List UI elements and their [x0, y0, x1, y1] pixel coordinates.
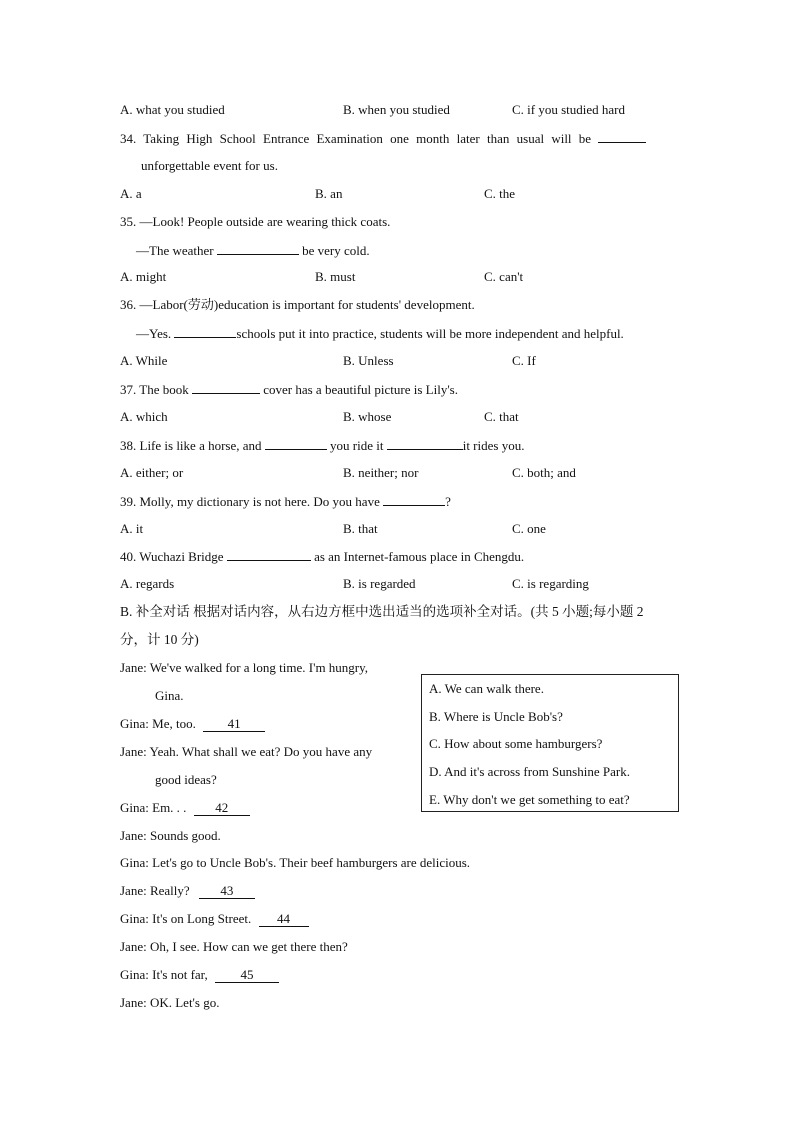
q33-option-c: C. if you studied hard: [512, 102, 626, 117]
answer-blank-43: 43: [199, 884, 255, 899]
q36-option-b: B. Unless: [343, 353, 394, 368]
answer-blank-44: 44: [259, 912, 309, 927]
q39-option-b: B. that: [343, 521, 378, 536]
dialogue-line-7-text: Jane: Really?: [120, 883, 190, 898]
q36-option-a: A. While: [120, 353, 168, 368]
q36-reply: [136, 324, 624, 343]
q35-reply-before: —The weather: [136, 243, 214, 258]
q40-stem-before: 40. Wuchazi Bridge: [120, 549, 224, 564]
q40-option-b: B. is regarded: [343, 576, 416, 591]
q38-stem: [120, 436, 524, 455]
dialogue-line-1-continued: Gina.: [155, 688, 184, 703]
q35-option-c: C. can't: [484, 269, 524, 284]
q37-stem: [120, 380, 458, 399]
q40-option-c: C. is regarding: [512, 576, 589, 591]
q40-blank: [227, 547, 311, 561]
q37-option-b: B. whose: [343, 409, 392, 424]
q38-stem-c: it rides you.: [462, 438, 525, 453]
q39-stem-after: ?: [445, 494, 451, 509]
q34-blank: [598, 129, 646, 143]
dialogue-line-10: [120, 966, 279, 984]
section-b-heading: B. 补全对话 根据对话内容，从右边方框中选出适当的选项补全对话。(共 5 小题;每小题 2: [120, 604, 644, 619]
dialogue-line-5: Jane: Sounds good.: [120, 828, 221, 843]
q37-blank: [192, 380, 260, 394]
q37-stem-before: 37. The book: [120, 382, 189, 397]
choice-b: B. Where is Uncle Bob's?: [429, 709, 563, 724]
q37-stem-after: cover has a beautiful picture is Lily's.: [263, 382, 458, 397]
dialogue-line-3-continued: good ideas?: [155, 772, 217, 787]
q36-blank: [174, 324, 236, 338]
dialogue-line-9: Jane: Oh, I see. How can we get there then?: [120, 939, 348, 954]
choice-a: A. We can walk there.: [429, 681, 544, 696]
q35-reply-after: be very cold.: [302, 243, 370, 258]
q33-option-b: B. when you studied: [343, 102, 450, 117]
q35-option-b: B. must: [315, 269, 356, 284]
answer-blank-41: 41: [203, 717, 265, 732]
dialogue-line-10-text: Gina: It's not far,: [120, 967, 208, 982]
q36-reply-after: schools put it into practice, students will be more independent and helpful.: [236, 326, 624, 341]
q38-stem-b: you ride it: [330, 438, 384, 453]
q34-stem-continued: unforgettable event for us.: [141, 158, 278, 173]
q39-option-a: A. it: [120, 521, 144, 536]
choice-e: E. Why don't we get something to eat?: [429, 792, 630, 807]
q38-blank-1: [265, 436, 327, 450]
q37-option-c: C. that: [484, 409, 519, 424]
choice-d: D. And it's across from Sunshine Park.: [429, 764, 630, 779]
q40-stem-after: as an Internet-famous place in Chengdu.: [314, 549, 525, 564]
dialogue-line-3: Jane: Yeah. What shall we eat? Do you have any: [120, 744, 373, 759]
q35-option-a: A. might: [120, 269, 167, 284]
q35-stem: 35. —Look! People outside are wearing thick coats.: [120, 214, 391, 229]
dialogue-line-8-text: Gina: It's on Long Street.: [120, 911, 252, 926]
choice-c: C. How about some hamburgers?: [429, 736, 603, 751]
answer-blank-45: 45: [215, 968, 279, 983]
dialogue-line-1: Jane: We've walked for a long time. I'm hungry,: [120, 660, 369, 675]
q34-stem-text: 34. Taking High School Entrance Examination one month later than usual will be: [120, 131, 592, 146]
q38-option-c: C. both; and: [512, 465, 576, 480]
dialogue-line-11: Jane: OK. Let's go.: [120, 995, 220, 1010]
dialogue-line-4-text: Gina: Em. . .: [120, 800, 187, 815]
q35-blank: [217, 241, 299, 255]
q34-stem: [120, 129, 646, 148]
q34-option-a: A. a: [120, 186, 142, 201]
dialogue-line-4: [120, 799, 250, 817]
dialogue-line-2-text: Gina: Me, too.: [120, 716, 196, 731]
q39-option-c: C. one: [512, 521, 546, 536]
dialogue-line-7: [120, 882, 255, 900]
answer-blank-42: 42: [194, 801, 250, 816]
q35-reply: [136, 241, 370, 260]
q36-stem: 36. —Labor(劳动)education is important for students' development.: [120, 297, 475, 312]
q34-option-c: C. the: [484, 186, 516, 201]
dialogue-line-2: [120, 715, 265, 733]
q39-stem: [120, 492, 451, 511]
q39-stem-before: 39. Molly, my dictionary is not here. Do you have: [120, 494, 380, 509]
q36-option-c: C. If: [512, 353, 536, 368]
q38-option-b: B. neither; nor: [343, 465, 419, 480]
q33-option-a: A. what you studied: [120, 102, 225, 117]
dialogue-line-6: Gina: Let's go to Uncle Bob's. Their beef hamburgers are delicious.: [120, 855, 471, 870]
q36-reply-before: —Yes.: [136, 326, 172, 341]
q40-stem: [120, 547, 524, 566]
section-b-heading-continued: 分，计 10 分): [120, 632, 199, 647]
q38-option-a: A. either; or: [120, 465, 184, 480]
q40-option-a: A. regards: [120, 576, 175, 591]
q37-option-a: A. which: [120, 409, 168, 424]
q34-option-b: B. an: [315, 186, 343, 201]
q38-stem-a: 38. Life is like a horse, and: [120, 438, 262, 453]
q39-blank: [383, 492, 445, 506]
dialogue-line-8: [120, 910, 309, 928]
choices-box: [421, 674, 679, 812]
q38-blank-2: [387, 436, 463, 450]
